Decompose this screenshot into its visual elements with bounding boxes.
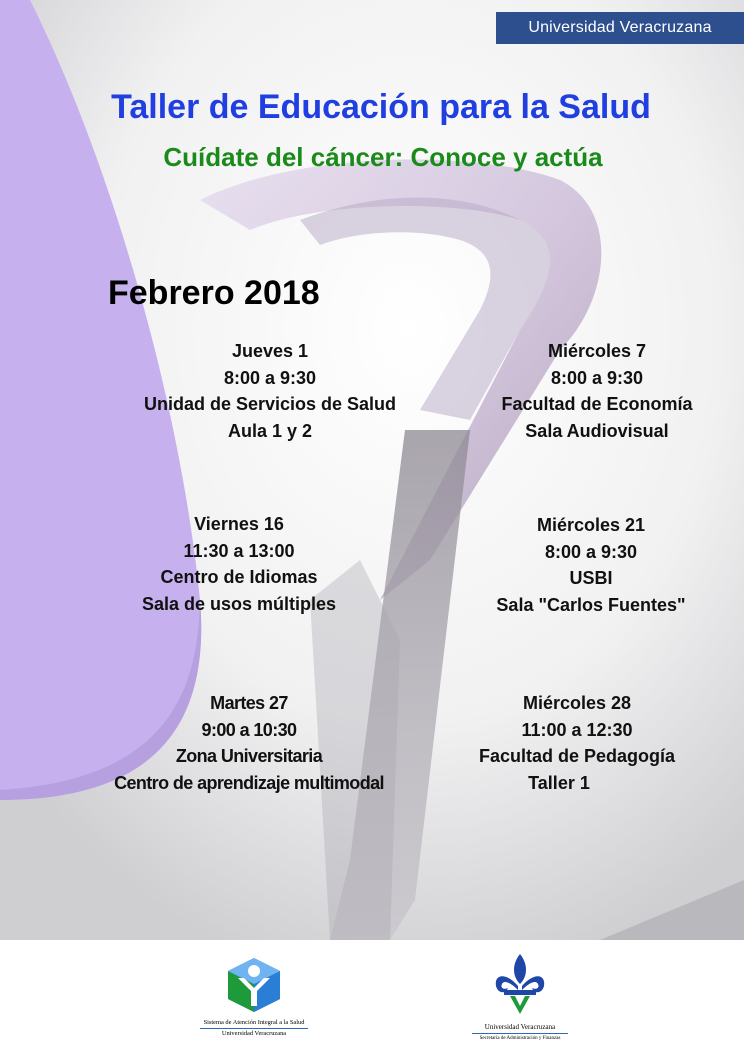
event-time: 8:00 a 9:30 bbox=[544, 541, 638, 562]
page-subtitle: Cuídate del cáncer: Conoce y actúa bbox=[163, 142, 603, 172]
event-day: Viernes 16 bbox=[194, 514, 284, 534]
event-place: Centro de Idiomas bbox=[160, 567, 318, 587]
event-martes-27 bbox=[96, 690, 402, 796]
month-heading: Febrero 2018 bbox=[108, 274, 320, 312]
university-badge: Universidad Veracruzana bbox=[496, 12, 744, 44]
event-room: Sala de usos múltiples bbox=[141, 593, 337, 614]
event-miercoles-28 bbox=[450, 690, 704, 796]
sais-logo bbox=[192, 956, 316, 1046]
event-time: 8:00 a 9:30 bbox=[223, 367, 317, 388]
event-place: Facultad de Pedagogía bbox=[478, 746, 676, 766]
event-time: 9:00 a 10:30 bbox=[201, 719, 297, 740]
sais-logo-text: Sistema de Atención Integral a la Salud bbox=[203, 1019, 305, 1026]
event-day: Martes 27 bbox=[210, 693, 288, 713]
event-room: Taller 1 bbox=[528, 772, 590, 793]
uv-logo bbox=[452, 952, 588, 1048]
event-place: Zona Universitaria bbox=[175, 746, 323, 766]
event-jueves-1 bbox=[112, 338, 428, 444]
footer bbox=[0, 940, 744, 1052]
event-time: 11:00 a 12:30 bbox=[521, 719, 633, 740]
event-place: USBI bbox=[569, 568, 613, 588]
sais-logo-university: Universidad Veracruzana bbox=[221, 1030, 287, 1037]
uv-fleur-de-lis-icon bbox=[492, 952, 548, 1018]
event-place: Facultad de Economía bbox=[501, 394, 693, 414]
event-day: Miércoles 7 bbox=[547, 341, 647, 361]
event-time: 8:00 a 9:30 bbox=[550, 367, 644, 388]
page-title: Taller de Educación para la Salud bbox=[111, 88, 651, 126]
event-day: Miércoles 21 bbox=[536, 515, 646, 535]
event-time: 11:30 a 13:00 bbox=[183, 540, 295, 561]
uv-logo-university: Universidad Veracruzana bbox=[484, 1023, 556, 1031]
event-miercoles-21 bbox=[464, 512, 718, 618]
event-day: Miércoles 28 bbox=[522, 693, 632, 713]
event-room: Sala "Carlos Fuentes" bbox=[496, 594, 686, 615]
sais-logo-icon bbox=[224, 956, 284, 1014]
event-place: Unidad de Servicios de Salud bbox=[143, 394, 397, 414]
event-viernes-16 bbox=[112, 511, 366, 617]
event-miercoles-7 bbox=[470, 338, 724, 444]
event-room: Sala Audiovisual bbox=[525, 420, 669, 441]
uv-logo-secretaria: Secretaría de Administración y Finanzas bbox=[479, 1036, 561, 1041]
event-room: Aula 1 y 2 bbox=[227, 420, 313, 441]
event-day: Jueves 1 bbox=[231, 341, 309, 361]
event-room: Centro de aprendizaje multimodal bbox=[114, 772, 384, 793]
